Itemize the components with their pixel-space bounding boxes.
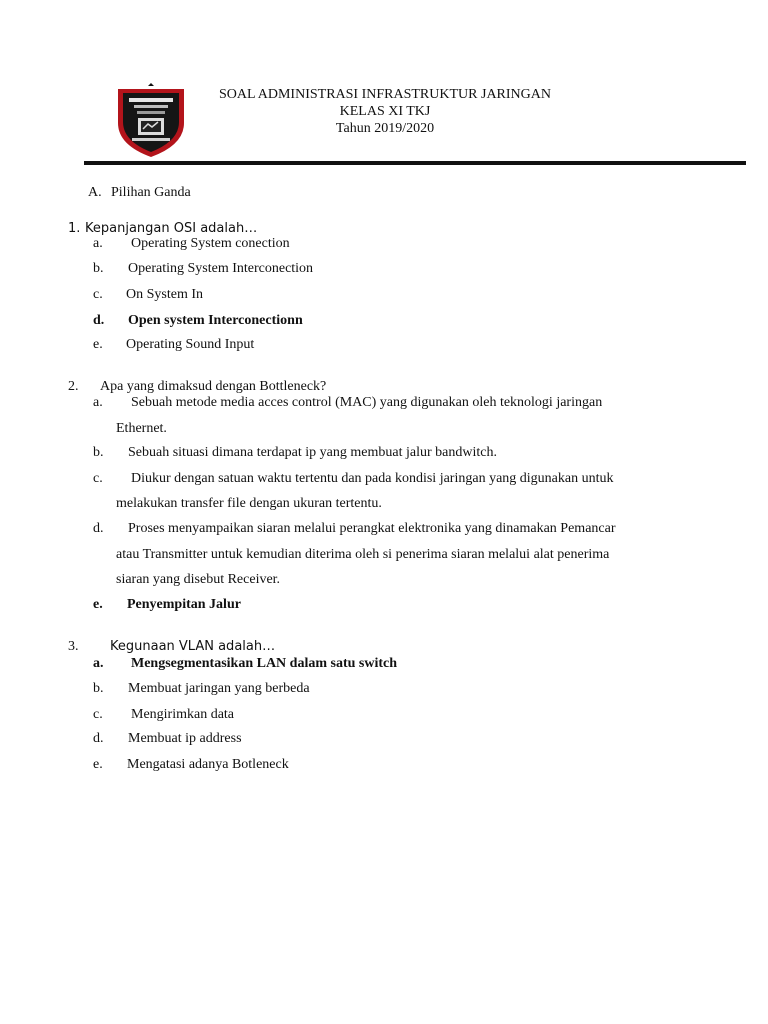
school-logo bbox=[112, 83, 190, 159]
q3-option-letter: e. bbox=[93, 757, 103, 772]
q3-option-text-answer: Mengsegmentasikan LAN dalam satu switch bbox=[131, 656, 398, 671]
q1-option-text: On System In bbox=[126, 287, 203, 302]
section-title: Pilihan Ganda bbox=[111, 185, 191, 200]
q2-option-letter: b. bbox=[93, 445, 104, 460]
q2-option-text: Diukur dengan satuan waktu tertentu dan pada kondisi jaringan yang digunakan untuk bbox=[131, 471, 614, 486]
section-letter: A. bbox=[88, 185, 102, 200]
question-1-text: Kepanjangan OSI adalah… bbox=[85, 221, 258, 236]
q3-option-letter: a. bbox=[93, 656, 104, 671]
question-3-number: 3. bbox=[68, 639, 79, 654]
q3-option-letter: d. bbox=[93, 731, 104, 746]
q2-option-letter: a. bbox=[93, 395, 103, 410]
q3-option-text: Mengatasi adanya Botleneck bbox=[127, 757, 289, 772]
q2-option-text: Proses menyampaikan siaran melalui perangkat elektronika yang dinamakan Pemancar bbox=[128, 521, 616, 536]
q2-option-letter: d. bbox=[93, 521, 104, 536]
question-3-text: Kegunaan VLAN adalah… bbox=[110, 639, 276, 654]
header-class: KELAS XI TKJ bbox=[339, 104, 431, 119]
q2-option-text: atau Transmitter untuk kemudian diterima oleh si penerima siaran melalui alat penerima bbox=[116, 547, 610, 562]
q2-option-text: Ethernet. bbox=[116, 421, 167, 436]
q1-option-text: Operating Sound Input bbox=[126, 337, 255, 352]
question-1-number: 1. bbox=[68, 221, 81, 236]
q1-option-letter: b. bbox=[93, 261, 104, 276]
q3-option-letter: c. bbox=[93, 707, 103, 722]
q2-option-text: melakukan transfer file dengan ukuran tertentu. bbox=[116, 496, 382, 511]
q1-option-letter: a. bbox=[93, 236, 103, 251]
q1-option-letter: d. bbox=[93, 313, 105, 328]
question-2-text: Apa yang dimaksud dengan Bottleneck? bbox=[100, 379, 327, 394]
header-divider bbox=[84, 161, 746, 165]
q1-option-letter: c. bbox=[93, 287, 103, 302]
header-year: Tahun 2019/2020 bbox=[335, 121, 435, 136]
q3-option-text: Mengirimkan data bbox=[131, 707, 235, 722]
q2-option-letter: c. bbox=[93, 471, 103, 486]
q2-option-letter: e. bbox=[93, 597, 103, 612]
q2-option-text: siaran yang disebut Receiver. bbox=[116, 572, 281, 587]
q1-option-text-answer: Open system Interconectionn bbox=[128, 313, 303, 328]
q2-option-text-answer: Penyempitan Jalur bbox=[127, 597, 241, 612]
q1-option-text: Operating System Interconection bbox=[128, 261, 314, 276]
q3-option-letter: b. bbox=[93, 681, 104, 696]
q3-option-text: Membuat ip address bbox=[128, 731, 242, 746]
q1-option-letter: e. bbox=[93, 337, 103, 352]
question-2-number: 2. bbox=[68, 379, 79, 394]
q3-option-text: Membuat jaringan yang berbeda bbox=[128, 681, 310, 696]
q2-option-text: Sebuah situasi dimana terdapat ip yang membuat jalur bandwitch. bbox=[128, 445, 497, 460]
q1-option-text: Operating System conection bbox=[131, 236, 290, 251]
q2-option-text: Sebuah metode media acces control (MAC) yang digunakan oleh teknologi jaringan bbox=[131, 395, 603, 410]
header-title: SOAL ADMINISTRASI INFRASTRUKTUR JARINGAN bbox=[218, 87, 551, 102]
